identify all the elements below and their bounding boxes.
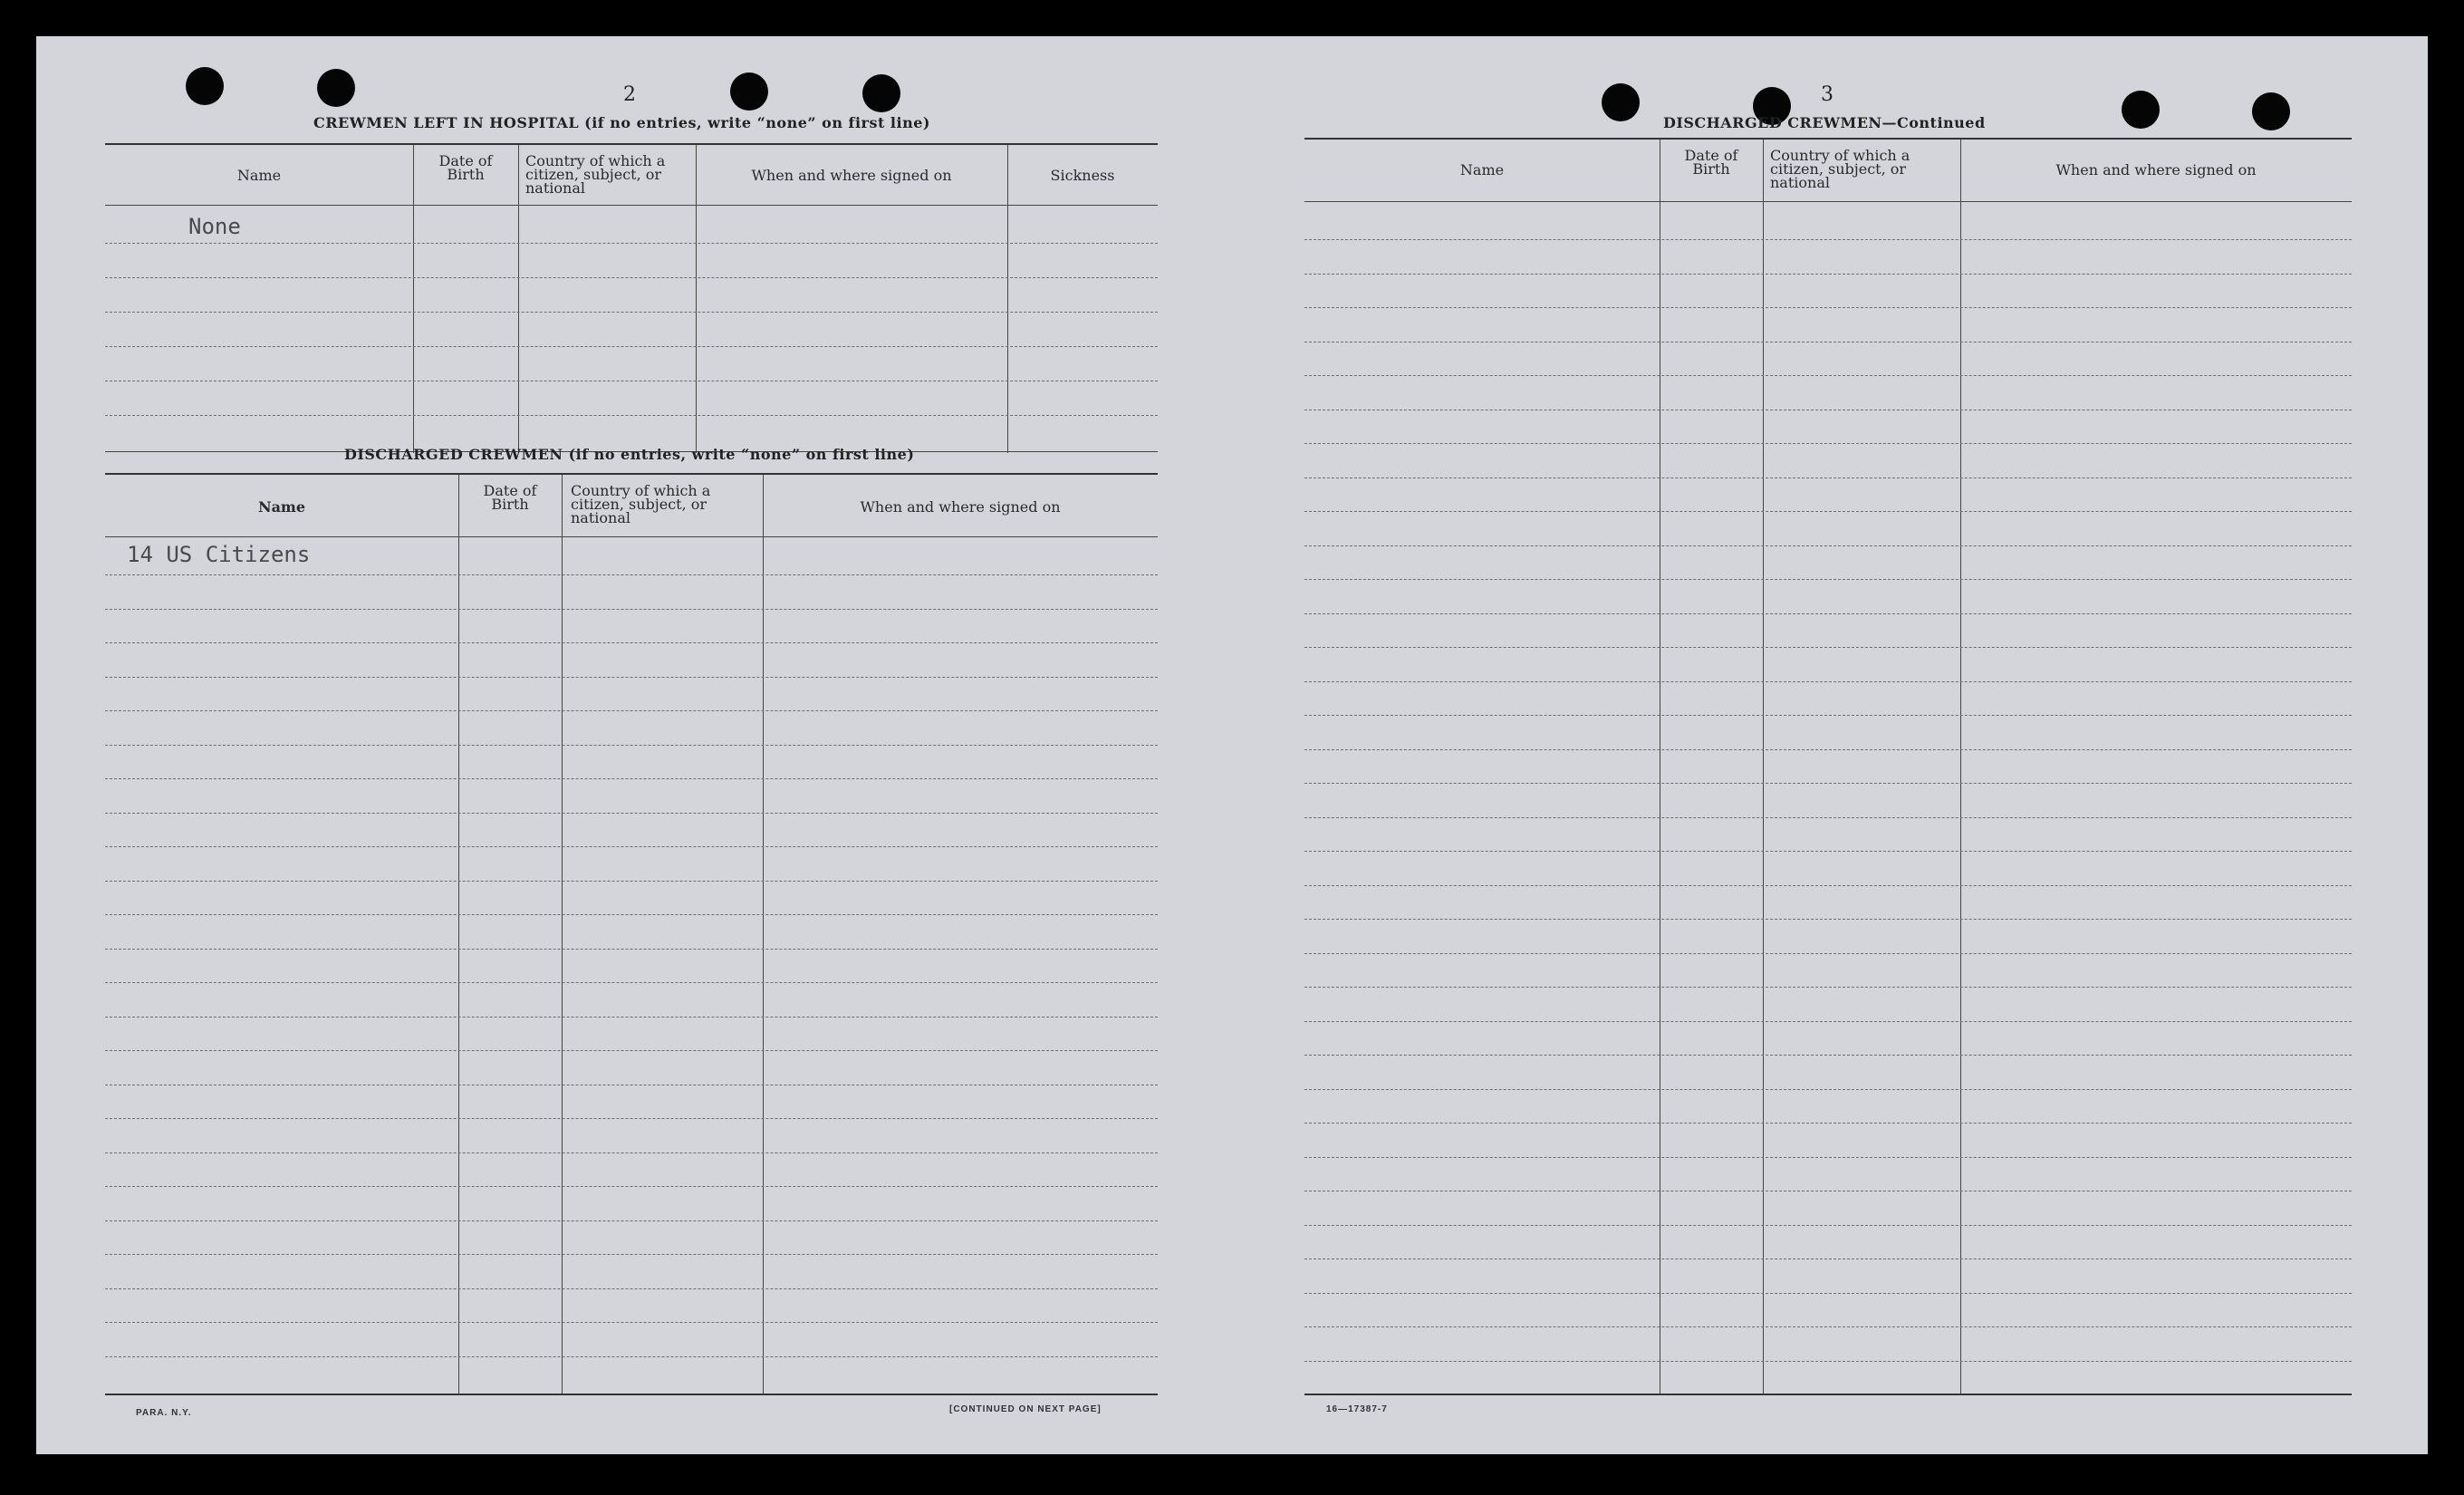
form-row-line (1304, 1293, 2352, 1294)
form-row-line (1304, 783, 2352, 784)
form-number: 16—17387-7 (1326, 1404, 1388, 1414)
discharged-table-header-rule (105, 536, 1158, 537)
form-row-line (105, 745, 1158, 746)
form-row-line (105, 609, 1158, 610)
form-row-line (105, 1186, 1158, 1187)
column-header-signed-on: When and where signed on (751, 167, 952, 184)
column-divider (562, 475, 563, 1394)
title-continued: —Continued (1882, 114, 1986, 131)
form-row-line (1304, 307, 2352, 308)
punch-hole (2122, 91, 2160, 129)
hospital-table-top-rule (105, 143, 1158, 145)
form-row-line (105, 1118, 1158, 1119)
form-row-line (1304, 1326, 2352, 1327)
form-row-line (105, 1220, 1158, 1221)
column-header-country: Country of which a citizen, subject, or national (1770, 147, 1911, 191)
printer-mark: PARA. N.Y. (136, 1408, 192, 1418)
form-row-line (105, 1050, 1158, 1051)
title-main: DISCHARGED CREWMEN (1663, 114, 1882, 131)
column-divider (763, 475, 764, 1394)
form-row-line (1304, 1361, 2352, 1362)
form-row-line (1304, 1089, 2352, 1090)
form-row-line (1304, 851, 2352, 852)
right-table-bottom-rule (1304, 1394, 2352, 1395)
column-divider (696, 145, 697, 453)
punch-hole (317, 69, 355, 107)
form-row-line (1304, 375, 2352, 376)
form-row-line (1304, 817, 2352, 818)
column-header-country: Country of which a citizen, subject, or national (525, 152, 666, 197)
form-row-line (105, 1288, 1158, 1289)
punch-hole (2252, 92, 2290, 130)
column-header-date-of-birth: Date of Birth (483, 482, 537, 513)
continued-note: [CONTINUED ON NEXT PAGE] (949, 1404, 1102, 1414)
form-row-line (105, 982, 1158, 983)
hospital-table-header-rule (105, 205, 1158, 206)
discharged-entry: 14 US Citizens (127, 542, 311, 567)
punch-hole (186, 67, 224, 105)
form-row-line (105, 1017, 1158, 1018)
form-row-line (105, 710, 1158, 711)
form-row-line (105, 574, 1158, 575)
column-header-signed-on: When and where signed on (2055, 161, 2257, 178)
column-header-date-of-birth: Date of Birth (1684, 147, 1738, 178)
form-row-line (1304, 953, 2352, 954)
form-row-line (105, 243, 1158, 244)
form-row-line (1304, 919, 2352, 920)
form-row-line (1304, 613, 2352, 614)
column-header-date-of-birth: Date of Birth (438, 152, 493, 183)
discharged-table-top-rule (105, 473, 1158, 475)
page-number-left: 2 (623, 83, 636, 106)
form-row-line (1304, 647, 2352, 648)
punch-hole (862, 74, 900, 112)
form-row-line (1304, 511, 2352, 512)
column-header-name: Name (1459, 161, 1505, 178)
form-row-line (1304, 1123, 2352, 1124)
form-row-line (1304, 715, 2352, 716)
column-header-sickness: Sickness (1050, 167, 1115, 184)
column-divider (458, 475, 459, 1394)
right-table-header-rule (1304, 201, 2352, 202)
form-row-line (105, 677, 1158, 678)
form-row-line (105, 914, 1158, 915)
form-row-line (1304, 274, 2352, 275)
document-sheet (36, 36, 2428, 1454)
page-number-right: 3 (1821, 83, 1834, 106)
form-row-line (1304, 239, 2352, 240)
form-row-line (105, 312, 1158, 313)
form-row-line (105, 277, 1158, 278)
form-row-line (105, 1254, 1158, 1255)
hospital-section-title: CREWMEN LEFT IN HOSPITAL (if no entries, write “none” on first line) (313, 114, 930, 131)
form-row-line (105, 346, 1158, 347)
form-row-line (1304, 885, 2352, 886)
form-row-line (1304, 545, 2352, 546)
column-header-signed-on: When and where signed on (860, 498, 1061, 516)
form-row-line (1304, 477, 2352, 478)
form-row-line (105, 881, 1158, 882)
form-row-line (1304, 443, 2352, 444)
column-header-name: Name (236, 167, 282, 184)
form-row-line (105, 949, 1158, 950)
column-header-country: Country of which a citizen, subject, or national (571, 482, 711, 526)
form-row-line (105, 846, 1158, 847)
form-row-line (1304, 987, 2352, 988)
column-divider (1960, 140, 1961, 1394)
column-divider (413, 145, 414, 453)
column-divider (518, 145, 519, 453)
punch-hole (1602, 83, 1640, 121)
discharged-continued-title (1663, 114, 1986, 131)
form-row-line (105, 813, 1158, 814)
form-row-line (1304, 681, 2352, 682)
form-row-line (105, 778, 1158, 779)
right-table-top-rule (1304, 138, 2352, 140)
punch-hole (730, 72, 768, 111)
form-row-line (1304, 1225, 2352, 1226)
column-header-name: Name (257, 498, 306, 516)
form-row-line (1304, 1021, 2352, 1022)
form-row-line (1304, 749, 2352, 750)
form-row-line (1304, 1157, 2352, 1158)
form-row-line (105, 642, 1158, 643)
discharged-section-title: DISCHARGED CREWMEN (if no entries, write “none” on first line) (344, 446, 915, 463)
form-row-line (1304, 1055, 2352, 1056)
form-row-line (105, 415, 1158, 416)
column-divider (1763, 140, 1764, 1394)
form-row-line (105, 1322, 1158, 1323)
column-divider (1007, 145, 1008, 453)
form-row-line (105, 1356, 1158, 1357)
hospital-entry-none: None (188, 214, 241, 239)
discharged-table-bottom-rule (105, 1394, 1158, 1395)
form-row-line (1304, 579, 2352, 580)
